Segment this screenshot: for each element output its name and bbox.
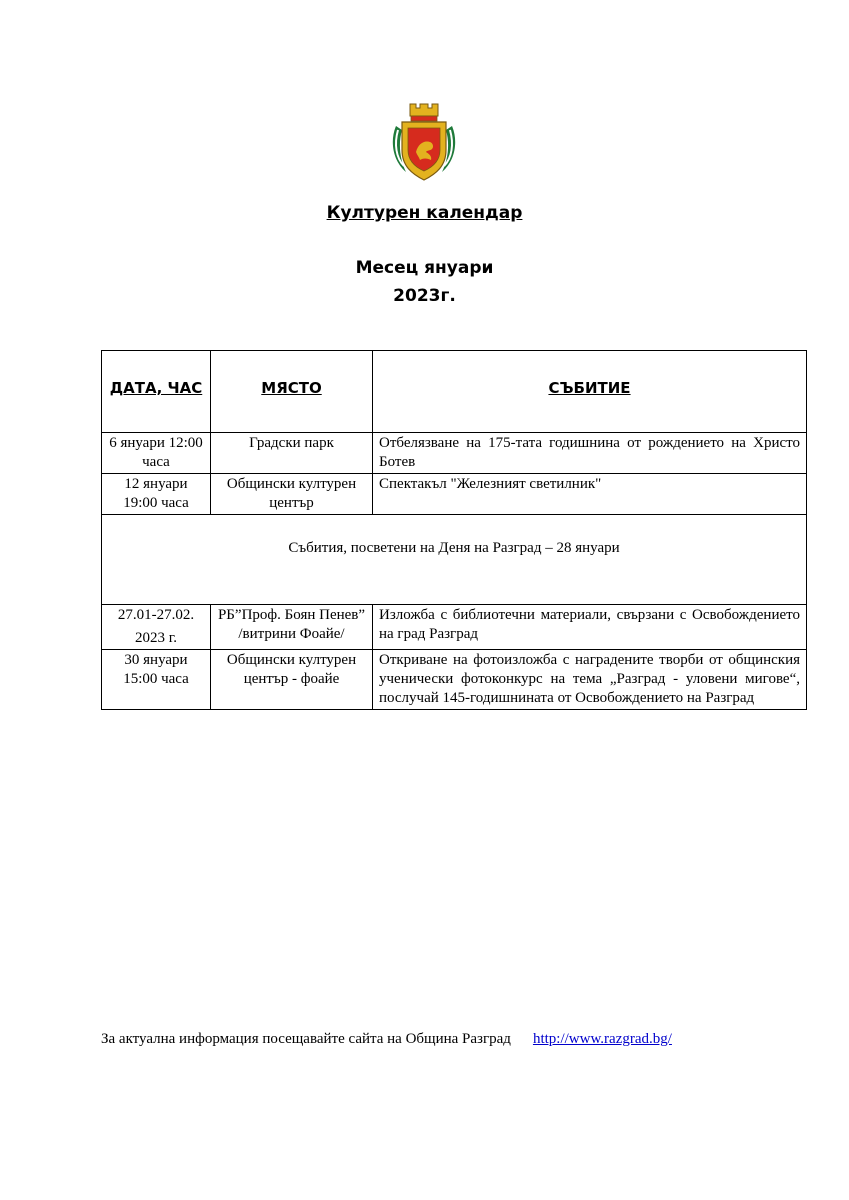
event-place: РБ”Проф. Боян Пенев” /витрини Фоайе/ [211,605,373,650]
year-heading: 2023г. [393,286,456,306]
section-note-row [102,515,807,605]
event-place: Градски парк [211,433,373,474]
month-heading: Месец януари [355,258,494,278]
events-table [101,350,807,710]
event-date-year: 2023 г. [135,630,177,646]
event-description: Отбелязване на 175-тата годишнина от рождението на Христо Ботев [373,433,807,474]
header-date: ДАТА, ЧАС [102,351,211,433]
header-place: МЯСТО [211,351,373,433]
table-header-row [102,351,807,433]
table-row [102,650,807,710]
event-date-range: 27.01-27.02. [117,607,195,623]
table-row [102,433,807,474]
razgrad-coat-of-arms-icon [388,100,460,182]
event-description: Откриване на фотоизложба с наградените творби от общинския ученически фотоконкурс на тема „Разград - уловени мигове“, послучай 145-годишнината от Освобождението на Разград [373,650,807,710]
event-description: Изложба с библиотечни материали, свързани с Освобождението на град Разград [373,605,807,650]
event-date: 30 януари 15:00 часа [102,650,211,710]
footer-text: За актуална информация посещавайте сайта на Община Разград [101,1031,511,1047]
event-place: Общински културен център - фоайе [211,650,373,710]
event-description: Спектакъл "Железният светилник" [373,474,807,515]
table-row [102,474,807,515]
header-event: СЪБИТИЕ [373,351,807,433]
table-row [102,605,807,650]
event-date: 6 януари 12:00 часа [102,433,211,474]
event-date: 12 януари 19:00 часа [102,474,211,515]
website-link[interactable]: http://www.razgrad.bg/ [532,1031,672,1047]
event-place: Общински културен център [211,474,373,515]
footer [101,1031,672,1048]
section-note: Събития, посветени на Деня на Разград – 28 януари [102,515,807,605]
page-title: Културен календар [326,203,523,223]
event-date [102,605,211,650]
